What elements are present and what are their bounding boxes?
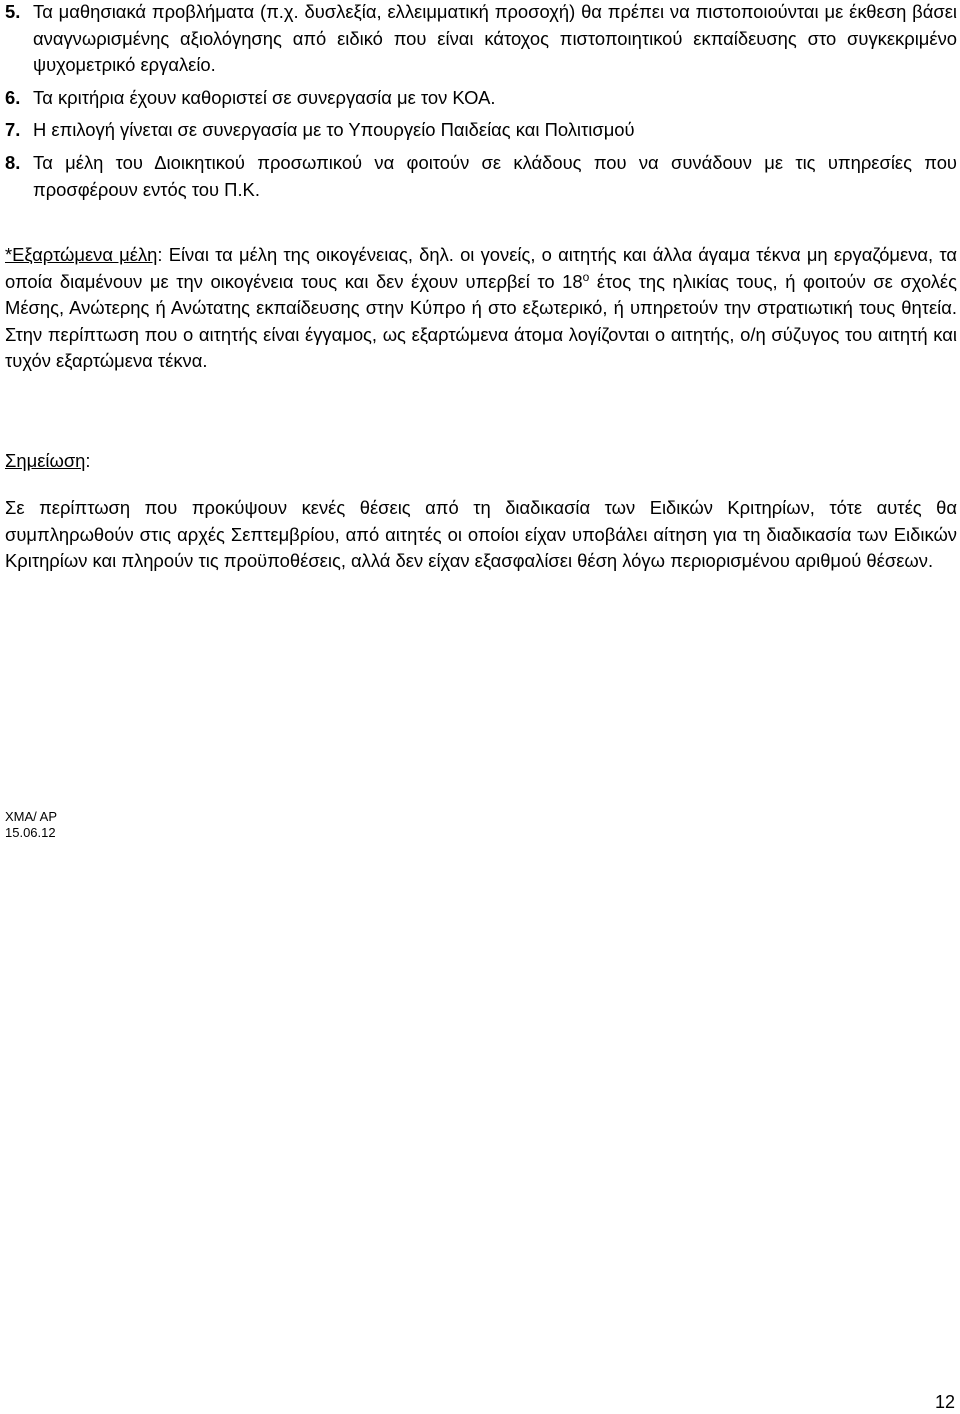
- list-item-number: 5.: [5, 1, 21, 22]
- list-item: [5, 117, 957, 144]
- list-item-number: 6.: [5, 86, 21, 108]
- dependents-text-continued: έτος της ηλικίας τους, ή φοιτούν σε σχολές Μέσης, Ανώτερης ή Ανώτατης εκπαίδευσης στην Κύπρο ή στο εξωτερικό, ή υπηρετούν την στρατιωτική τους θητεία. Στην περίπτωση που ο αιτητής είναι έγγαμος, ως εξαρτώμενα άτομα λογίζονται ο αιτητής, ο/η σύζυγος του αιτητή και τυχόν εξαρτώμενα τέκνα.: [5, 270, 957, 372]
- list-item: [5, 85, 957, 112]
- criteria-list: [5, 0, 957, 203]
- dependents-term: *Εξαρτώμενα μέλη: [5, 244, 158, 265]
- ordinal-superscript: ο: [582, 269, 590, 284]
- note-text: Σε περίπτωση που προκύψουν κενές θέσεις από τη διαδικασία των Ειδικών Κριτηρίων, τότε αυτές θα συμπληρωθούν στις αρχές Σεπτεμβρίου, από αιτητές οι οποίοι είχαν υποβάλει αίτηση για τη διαδικασία των Ειδικών Κριτηρίων και πληρούν τις προϋποθέσεις, αλλά δεν είχαν εξασφαλίσει θέση λόγω περιορισμένου αριθμού θέσεων.: [5, 497, 957, 572]
- note-heading-colon: :: [85, 450, 91, 471]
- note-heading: Σημείωση: [5, 450, 86, 471]
- document-date: 15.06.12: [5, 825, 56, 840]
- note-paragraph: [5, 495, 957, 575]
- note-heading-line: [5, 448, 957, 475]
- dependents-text: Είναι τα μέλη της οικογένειας, δηλ. οι γονείς, ο αιτητής και άλλα άγαμα τέκνα μη εργαζόμενα, τα οποία διαμένουν με την οικογένεια τους και δεν έχουν υπερβεί το 18: [5, 244, 957, 292]
- dependents-colon: :: [157, 244, 163, 265]
- list-item-text: Τα κριτήρια έχουν καθοριστεί σε συνεργασία με τον ΚΟΑ.: [33, 86, 496, 108]
- list-item-text: Τα μαθησιακά προβλήματα (π.χ. δυσλεξία, ελλειμματική προσοχή) θα πρέπει να πιστοποιούνται με έκθεση βάσει αναγνωρισμένης αξιολόγησης από ειδικό που είναι κάτοχος πιστοποιητικού εκπαίδευσης στο συγκεκριμένο ψυχομετρικό εργαλείο.: [33, 1, 957, 76]
- page-number: 12: [934, 1392, 955, 1412]
- dependents-definition: [5, 242, 957, 375]
- list-item-text: Η επιλογή γίνεται σε συνεργασία με το Υπουργείο Παιδείας και Πολιτισμού: [33, 119, 635, 141]
- list-item-number: 8.: [5, 151, 21, 173]
- list-item: [5, 150, 957, 203]
- list-item: [5, 0, 957, 79]
- list-item-text: Τα μέλη του Διοικητικού προσωπικού να φοιτούν σε κλάδους που να συνάδουν με τις υπηρεσίες που προσφέρουν εντός του Π.Κ.: [33, 151, 957, 200]
- list-item-number: 7.: [5, 119, 21, 141]
- document-initials: ΧΜΑ/ ΑΡ: [5, 809, 58, 824]
